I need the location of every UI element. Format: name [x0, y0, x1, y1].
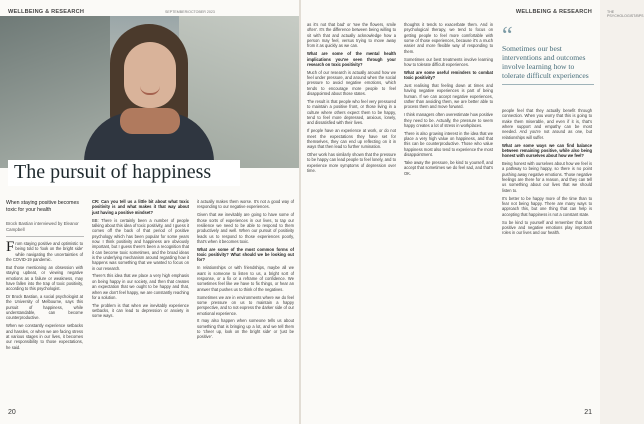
body-paragraph: thoughts it tends to exacerbate them. And in psychological therapy, we tend to focus on getting people to feel more comfortable with some of those experiences, because it's a much easier and more flexible way of responding to them. — [404, 22, 493, 54]
right-page — [301, 0, 644, 424]
interview-question: CR: Can you tell us a little bit about what toxic positivity is and what makes it that way about just having a positive mindset? — [92, 199, 189, 215]
body-paragraph: I think managers often overestimate how positive they need to be. Actually, the pressure to seem happy creates a lot of stress in workplaces. — [404, 112, 493, 128]
body-paragraph: Given that we inevitably are going to have some of those sorts of experiences in our lives, to tap our resilience we need to be able to respond to them productively and well. When our pursuit of positivity leads us to respond to those experiences poorly, that's when it becomes toxic. — [197, 212, 294, 244]
hero-photo — [0, 16, 299, 168]
header-meta-right: THE PSYCHOLOGIST/BPS — [607, 10, 644, 18]
body-paragraph: If people have an experience at work, or do not meet the expectations they have set for themselves, they can end up reflecting on it in ways that then lead to further rumination. — [307, 128, 396, 150]
interview-question: What are some of the mental health implications you've seen through your research on toxic positivity? — [307, 51, 396, 67]
running-header-left — [8, 9, 84, 15]
body-paragraph: There is also growing interest in the idea that we place a very high value on happiness, and that this can be counterproductive. Those who value happiness most also tend to experience the most disappointment. — [404, 130, 493, 158]
body-paragraph: But those mentioning an obsession with staying upbeat, or viewing negative emotions as a failure or weakness, may have fallen into the trap of toxic positivity, according to this psychologist. — [6, 264, 83, 292]
divider — [6, 236, 84, 237]
section-label: WELLBEING & RESEARCH — [8, 9, 85, 15]
body-paragraph: Take away the pressure, be kind to yourself, and accept that sometimes we do feel sad, and that's OK. — [404, 159, 493, 176]
left-page — [0, 0, 299, 424]
body-paragraph: Sometimes our best treatments involve learning how to tolerate difficult experiences. — [404, 56, 493, 67]
right-column-3 — [502, 108, 592, 238]
standfirst: When staying positive becomes toxic for your health — [6, 200, 79, 213]
drop-cap: F — [6, 239, 15, 255]
quote-mark-icon: “ — [502, 23, 513, 49]
interview-question: What are some useful reminders to combat toxic positivity? — [404, 69, 493, 81]
body-paragraph: From staying positive and optimistic to being told to 'look on the bright side' while navigating the uncertainties of the COVID-19 pandemic. — [6, 239, 83, 263]
body-paragraph: Just realising that feeling down at times and having negative experiences is part of being human. If we can accept negative experiences, rather than avoiding them, we are better able to process them and move forward. — [404, 82, 493, 110]
left-column-1 — [6, 241, 83, 353]
body-paragraph: So be kind to yourself and remember that both positive and negative emotions play important roles in our lives and our health. — [502, 219, 592, 236]
body-paragraph: When we constantly experience setbacks and hassles, or when we are facing stress at various stages in our lives, it becomes our responsibility to those expectations, he said. — [6, 323, 83, 350]
pull-quote-text: Sometimes our best interventions and outcomes involve learning how to tolerate difficult experiences — [502, 44, 589, 80]
body-paragraph: It may also happen when someone tells us about something that is bringing up a lot, and we tell them to 'cheer up, look on the bright side' or 'just be positive'. — [197, 318, 294, 340]
header-meta-left: SEPTEMBER/OCTOBER 2023 — [165, 10, 215, 14]
page-number-right: 21 — [584, 409, 592, 416]
body-paragraph: The problem is that when we inevitably experience setbacks, it can lead to depression or anxiety in some ways. — [92, 302, 189, 319]
body-paragraph: people feel that they actually benefit through connection. When you worry that this is going to make them miserable, and even if it is, that's where support and empathy can be most needed. And you're not around as one, but relationships will suffer. — [502, 108, 592, 140]
body-paragraph: Being honest with ourselves about how we feel is a pathway to being happy, so there is no point pushing away negative emotions. Those negative feelings are there for a reason, and they can tell us something about our lives that we should listen to. — [502, 161, 592, 193]
interview-question: What are some of the most common forms of toxic positivity? What should we be looking out for? — [197, 246, 294, 263]
body-paragraph: as it's not that bad' or 'see the flowers, smile often'. It's the difference between being willing to sit with that and actually acknowledge how a person may feel, versus trying to move away from it as quickly as we can. — [307, 22, 396, 49]
body-paragraph: Much of our research is actually around how we feel under pressure, and around when the social pressure to avoid negative emotions, which tends to encourage more people to feel disappointed about those states. — [307, 69, 396, 97]
body-paragraph: Sometimes we are in environments where we do feel some pressure on us to maintain a happy perspective, and to not express the darker side of our emotional experience. — [197, 294, 294, 316]
body-paragraph: Dr Brock Bastian, a social psychologist at the University of Melbourne, says this pursuit of happiness, while understandable, can become counterproductive. — [6, 294, 83, 321]
body-paragraph: it actually makes them worse. It's not a good way of responding to our negative experiences. — [197, 199, 294, 210]
pull-quote — [502, 23, 594, 85]
byline: Brock Bastian interviewed by Eleanor Campbell — [6, 221, 79, 232]
body-paragraph: The result is that people who feel very pressured to maintain a positive front, or those living in a culture where others expect them to be happy, tend to feel more depressed, anxious, lonely, and dissatisfied with their lives. — [307, 98, 396, 126]
left-column-3 — [197, 199, 294, 342]
page-number-left: 20 — [8, 409, 16, 416]
body-paragraph: There's this idea that we place a very high emphasis on being happy in our society, and then that creates an expectation that we ought to be happy and that, when we don't feel happy, we are constantly reaching for a solution. — [92, 273, 189, 300]
right-column-2 — [404, 22, 493, 178]
body-paragraph: In relationships or with friendships, maybe all we want is someone to listen to us, a bright sort of response, or a fix or a reframe of confidence. We sometimes feel like we have to fix things, or hear an answer that pushes us to think of the negatives. — [197, 265, 294, 292]
article-title: The pursuit of happiness — [14, 161, 212, 183]
interview-question: What are some ways we can find balance between remaining positive, while also being honest with ourselves about how we feel? — [502, 142, 592, 159]
body-paragraph: It's better to be happy more of the time than to fear not being happy. There are many ways to approach this, but one thing that can help is accepting that happiness is not a constant state. — [502, 195, 592, 217]
body-paragraph: Other work has similarly shown that the pressure to be happy can lead people to feel lonely, and to experience more symptoms of depression over time. — [307, 152, 396, 174]
right-column-1 — [307, 22, 396, 176]
running-header-right — [516, 9, 592, 15]
left-column-2 — [92, 199, 189, 321]
body-paragraph: BB: There is certainly been a number of people talking about this idea of toxic positivity, and I guess it comes off the back of that period of positive psychology which has been popular for some years now. I think positivity and happiness are obviously important, but I guess there's been a recognition that it can become toxic sometimes, and the broad ideas is the underlying mechanism around regarding how it happens was something that we wanted to focus on in our research. — [92, 217, 189, 271]
section-label: WELLBEING & RESEARCH — [515, 9, 592, 15]
